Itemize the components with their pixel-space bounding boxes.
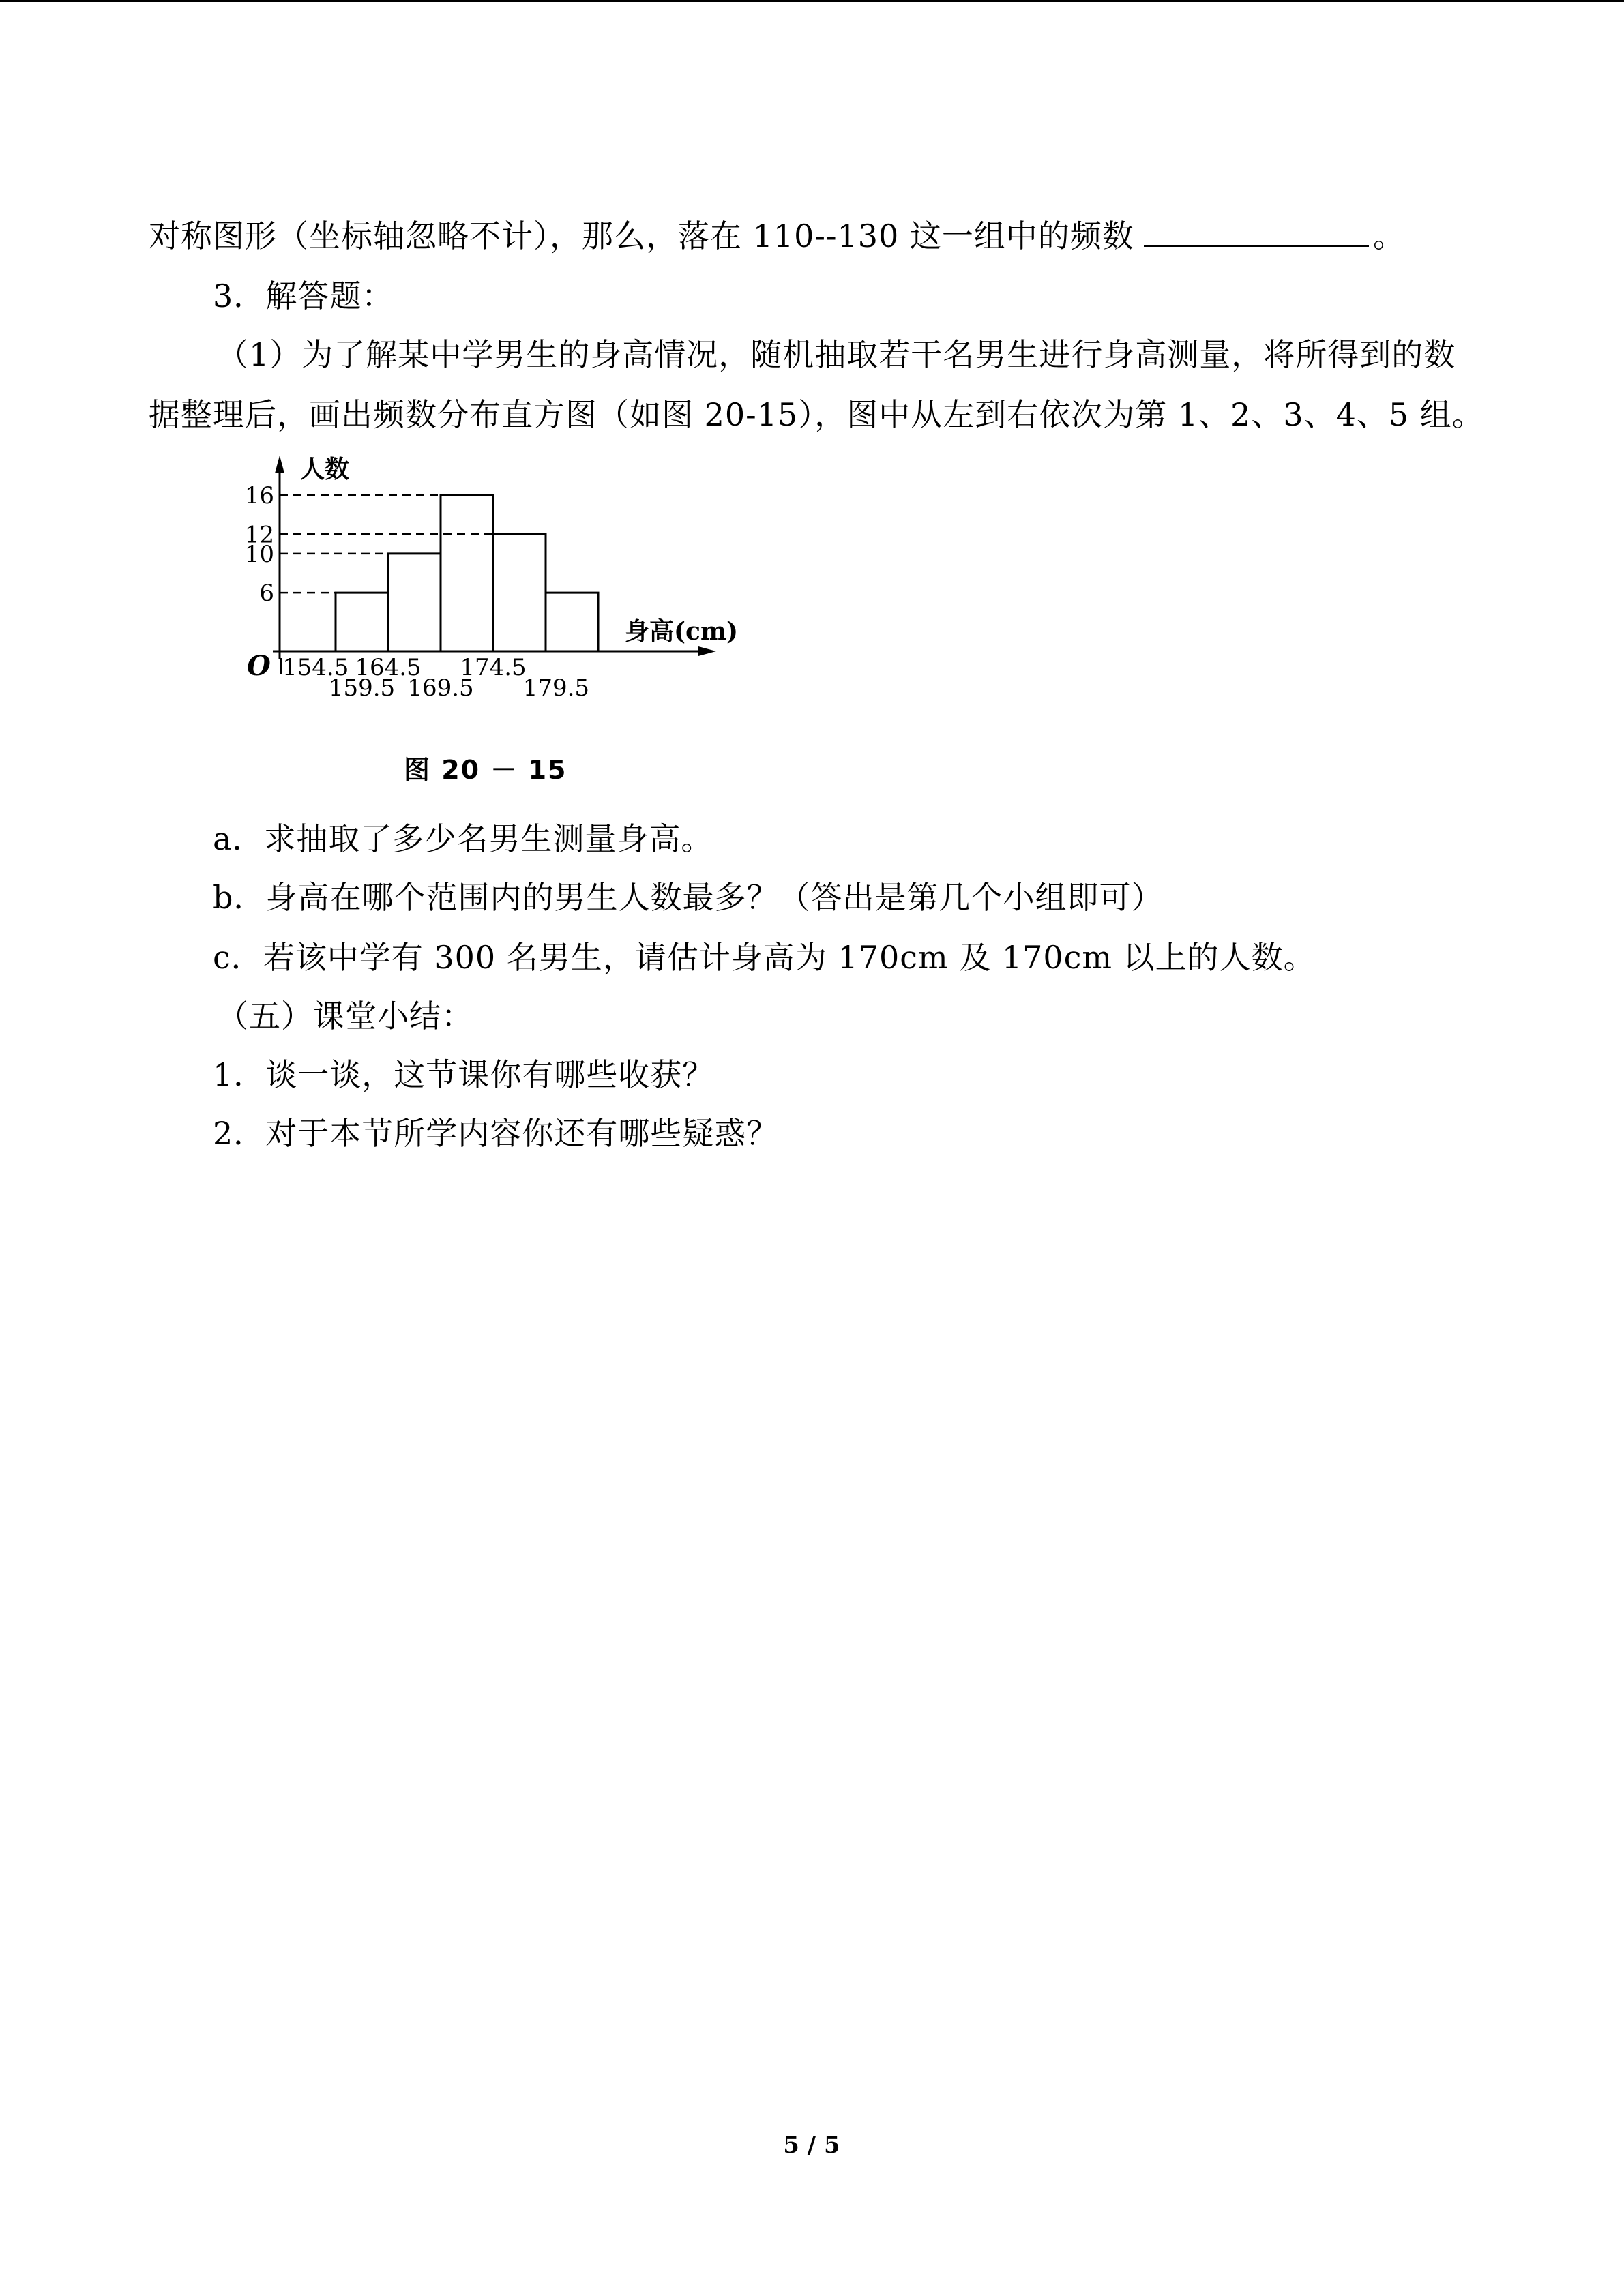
axis-labels [245, 455, 738, 702]
summary-item-1: 1．谈一谈，这节课你有哪些收获？ [213, 1056, 715, 1093]
histogram-bars [336, 495, 598, 651]
histogram-bar [336, 593, 388, 651]
y-axis-label: 人数 [300, 455, 350, 483]
origin-label: O [247, 650, 271, 682]
histogram-bar [388, 554, 441, 651]
figure-caption: 图 20 － 15 [404, 755, 567, 785]
question1-line1: （1）为了解某中学男生的身高情况，随机抽取若干名男生进行身高测量，将所得到的数 [217, 336, 1456, 373]
y-tick-label: 16 [244, 482, 274, 509]
x-tick-label: 154.5 [282, 654, 349, 681]
sub-question-a: a．求抽取了多少名男生测量身高。 [213, 820, 713, 857]
x-tick-label: 174.5 [460, 654, 527, 681]
fill-blank-line [149, 215, 1405, 256]
sub-question-b: b．身高在哪个范围内的男生人数最多？（答出是第几个小组即可） [213, 879, 1164, 916]
x-tick-label: 179.5 [522, 674, 590, 702]
y-tick-label: 6 [259, 580, 274, 608]
x-tick-label: 159.5 [328, 674, 396, 702]
y-tick-label: 10 [244, 540, 274, 568]
reference-lines [280, 495, 493, 593]
question1-line2: 据整理后，画出频数分布直方图（如图 20-15），图中从左到右依次为第 1、2、3、4、5 组。 [149, 396, 1484, 433]
histogram-bar [493, 534, 546, 651]
histogram-bar [441, 495, 493, 651]
summary-item-2: 2．对于本节所学内容你还有哪些疑惑？ [213, 1115, 779, 1152]
section-summary-heading: （五）课堂小结： [217, 998, 473, 1034]
x-tick-label: 169.5 [407, 674, 474, 702]
heading-answer-questions: 3．解答题： [213, 278, 394, 314]
fill-blank-text: 对称图形（坐标轴忽略不计），那么，落在 110--130 这一组中的频数 [149, 218, 1134, 254]
fill-blank-end: 。 [1372, 218, 1405, 254]
y-axis-arrow-icon [275, 456, 284, 473]
histogram-bar [546, 593, 598, 651]
top-border [0, 0, 1624, 2]
height-histogram [239, 450, 771, 723]
page-number: 5 / 5 [783, 2132, 840, 2159]
x-axis-arrow-icon [698, 646, 716, 656]
x-tick-label: 164.5 [355, 654, 422, 681]
y-tick-label: 12 [244, 521, 274, 549]
answer-blank[interactable] [1144, 218, 1369, 247]
sub-question-c: c．若该中学有 300 名男生，请估计身高为 170cm 及 170cm 以上的人数。 [213, 939, 1316, 976]
x-axis-label: 身高(cm) [625, 617, 739, 646]
